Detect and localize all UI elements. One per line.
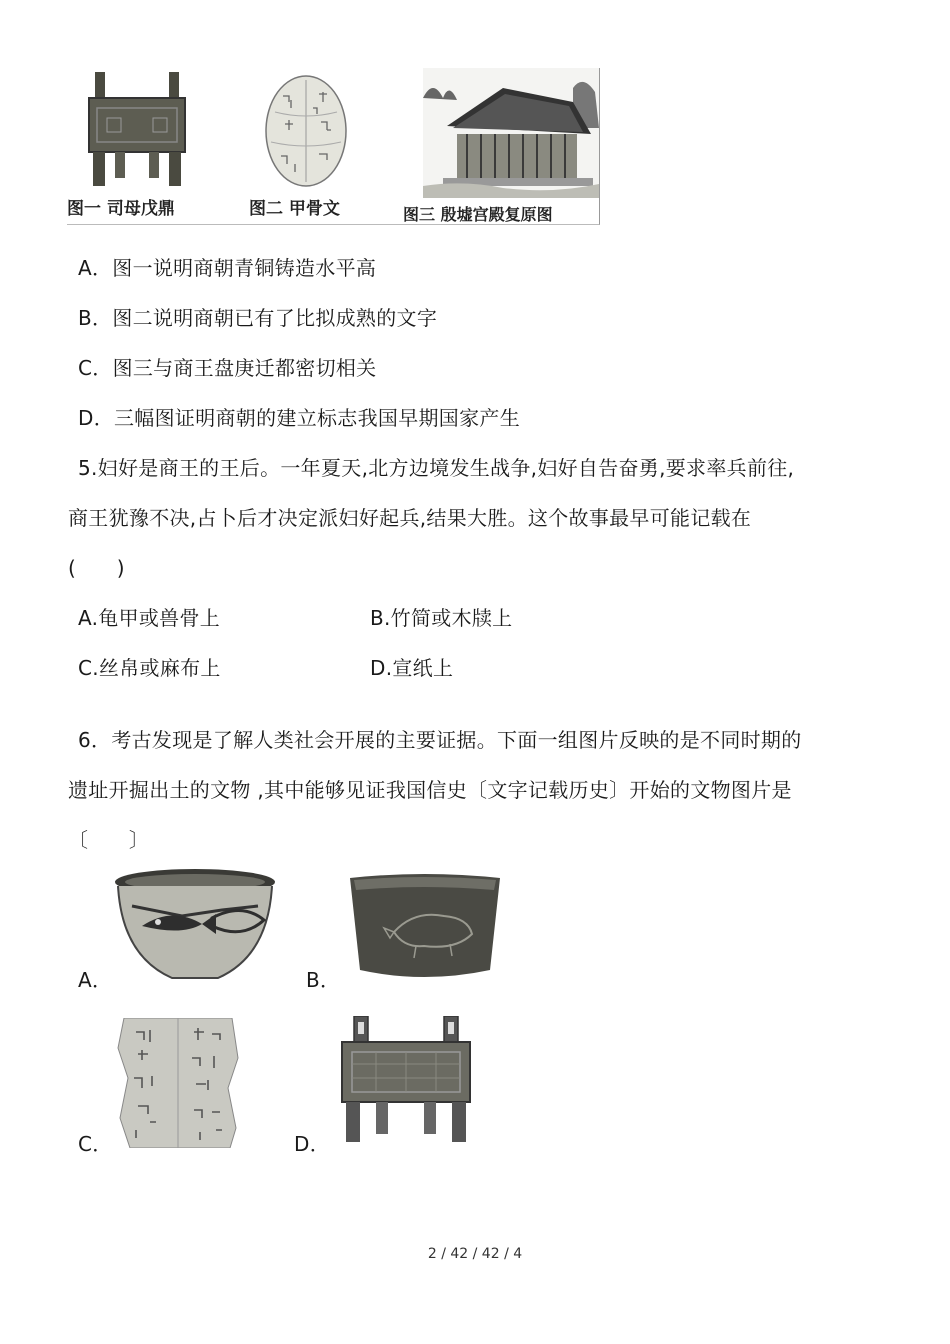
q5-text-line1: 5.妇好是商王的王后。一年夏天,北方边境发生战争,妇好自告奋勇,要求率兵前往, bbox=[78, 456, 795, 480]
q6-text-line1: 6．考古发现是了解人类社会开展的主要证据。下面一组图片反映的是不同时期的 bbox=[78, 728, 802, 752]
q4-option-d: D．三幅图证明商朝的建立标志我国早期国家产生 bbox=[78, 406, 520, 430]
oracle-bone-inscription-image bbox=[116, 1018, 240, 1148]
figure-caption-3: 图三 殷墟宫殿复原图 bbox=[403, 205, 553, 224]
q5-option-b: B.竹简或木牍上 bbox=[370, 606, 513, 630]
page-footer: 2 / 42 / 42 / 4 bbox=[427, 1246, 523, 1262]
q5-option-c: C.丝帛或麻布上 bbox=[78, 656, 221, 680]
carved-pottery-bowl-image bbox=[344, 870, 506, 986]
q4-option-c: C．图三与商王盘庚迁都密切相关 bbox=[78, 356, 377, 380]
q5-text-line2: 商王犹豫不决,占卜后才决定派妇好起兵,结果大胜。这个故事最早可能记载在 bbox=[68, 506, 752, 530]
figure-caption-2: 图二 甲骨文 bbox=[249, 199, 340, 219]
q6-option-d-label: D． bbox=[294, 1132, 331, 1156]
figure-caption-1: 图一 司母戊鼎 bbox=[67, 199, 175, 219]
q6-option-c-label: C． bbox=[78, 1132, 113, 1156]
figure-strip bbox=[67, 68, 600, 225]
painted-pottery-basin-image bbox=[112, 866, 278, 984]
oracle-bone-image bbox=[261, 72, 351, 190]
simuwu-ding-image bbox=[77, 68, 197, 190]
bronze-ding-image bbox=[336, 1016, 476, 1148]
q6-option-b-label: B． bbox=[306, 968, 341, 992]
q6-option-a-label: A． bbox=[78, 968, 113, 992]
q6-answer-paren: 〔 〕 bbox=[68, 828, 150, 852]
q6-text-line2: 遗址开掘出土的文物 ,其中能够见证我国信史〔文字记载历史〕开始的文物图片是 bbox=[68, 778, 792, 802]
q5-answer-paren: ( ) bbox=[68, 556, 125, 580]
yinxu-palace-image bbox=[423, 68, 599, 198]
q5-option-d: D.宣纸上 bbox=[370, 656, 454, 680]
q4-option-a: A．图一说明商朝青铜铸造水平高 bbox=[78, 256, 377, 280]
q4-option-b: B．图二说明商朝已有了比拟成熟的文字 bbox=[78, 306, 438, 330]
q5-option-a: A.龟甲或兽骨上 bbox=[78, 606, 221, 630]
